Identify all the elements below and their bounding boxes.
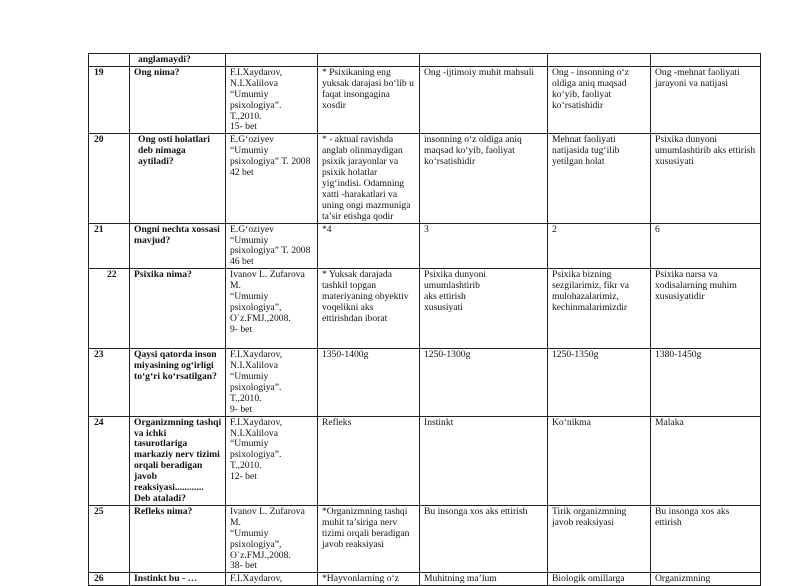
questions-table — [88, 53, 761, 586]
answer-option-2: 3 — [420, 223, 548, 269]
row-number: 26 — [89, 573, 130, 586]
question-text: anglamaydi? — [130, 54, 226, 67]
answer-option-1: *Hayvonlarning o‘z — [318, 573, 420, 586]
answer-option-4: Ong -mehnat faoliyati jarayoni va natijasi — [651, 66, 761, 133]
table-row — [89, 505, 761, 572]
row-number — [89, 54, 130, 67]
source-text: F.I.Xaydarov, N.I.Xalilova “Umumiy psixologiya”. T.,2010. 12- bet — [226, 416, 318, 505]
answer-option-1: * Yuksak darajada tashkil topgan materiyaning obyektiv voqelikni aks ettirishdan iborat — [318, 269, 420, 349]
answer-option-2: Ong -ijtimoiy muhit mahsuli — [420, 66, 548, 133]
question-text: Psixika nima? — [130, 269, 226, 349]
answer-option-2: Psixika dunyoni umumlashtirib aks ettirish xususiyati — [420, 269, 548, 349]
source-text — [226, 54, 318, 67]
answer-option-1: 1350-1400g — [318, 349, 420, 416]
answer-option-2: Instinkt — [420, 416, 548, 505]
source-text: E.G‘oziyev “Umumiy psixologiya” T. 2008 46 bet — [226, 223, 318, 269]
table-row — [89, 66, 761, 133]
row-number: 25 — [89, 505, 130, 572]
answer-option-4: 1380-1450g — [651, 349, 761, 416]
question-text: Instinkt bu - … — [130, 573, 226, 586]
table-row — [89, 416, 761, 505]
table-row — [89, 573, 761, 586]
answer-option-4: Psixika narsa va xodisalarning muhim xususiyatidir — [651, 269, 761, 349]
row-number: 24 — [89, 416, 130, 505]
answer-option-1: * - aktual ravishda anglab olinmaydigan psixik jarayonlar va psixik holatlar yig‘indisi. Odamning xatti -harakatlari va uning ongi mazmuniga ta’sir etishga qodir — [318, 134, 420, 223]
answer-option-1 — [318, 54, 420, 67]
row-number: 19 — [89, 66, 130, 133]
answer-option-3: 2 — [548, 223, 651, 269]
question-text: Ong nima? — [130, 66, 226, 133]
answer-option-1: Refleks — [318, 416, 420, 505]
table-row — [89, 134, 761, 223]
answer-option-2: insonning o‘z oldiga aniq maqsad ko‘yib, faoliyat ko‘rsatishidir — [420, 134, 548, 223]
answer-option-4: Organizmning — [651, 573, 761, 586]
row-number: 20 — [89, 134, 130, 223]
answer-option-2: 1250-1300g — [420, 349, 548, 416]
answer-option-3: Mehnat faoliyati natijasida tug‘ilib yetilgan holat — [548, 134, 651, 223]
answer-option-4: Bu insonga xos aks ettirish — [651, 505, 761, 572]
source-text: E.G‘oziyev “Umumiy psixologiya” T. 2008 42 bet — [226, 134, 318, 223]
answer-option-2 — [420, 54, 548, 67]
question-text: Ong osti holatlari deb nimaga aytiladi? — [130, 134, 226, 223]
answer-option-4: Psixika dunyoni umumlashtirib aks ettirish xususiyati — [651, 134, 761, 223]
table-row — [89, 54, 761, 67]
answer-option-3: 1250-1350g — [548, 349, 651, 416]
answer-option-1: * Psixikaning eng yuksak darajasi bo‘lib u faqat insongagina xosdir — [318, 66, 420, 133]
row-number: 21 — [89, 223, 130, 269]
answer-option-3: Biologik omillarga — [548, 573, 651, 586]
answer-option-2: Muhitning ma’lum — [420, 573, 548, 586]
source-text: Ivanov L. Zufarova M. “Umumiy psixologiya”, O`z.FMJ.,2008. 38- bet — [226, 505, 318, 572]
answer-option-3: Ong - insonning o‘z oldiga aniq maqsad ko‘yib, faoliyat ko‘rsatishidir — [548, 66, 651, 133]
question-text: Refleks nima? — [130, 505, 226, 572]
answer-option-1: *4 — [318, 223, 420, 269]
question-text: Ongni nechta xossasi mavjud? — [130, 223, 226, 269]
answer-option-3: Ko‘nikma — [548, 416, 651, 505]
table-row — [89, 269, 761, 349]
table-row — [89, 349, 761, 416]
answer-option-4: Malaka — [651, 416, 761, 505]
source-text: Ivanov L. Zufarova M. “Umumiy psixologiya”, O`z.FMJ.,2008. 9- bet — [226, 269, 318, 349]
source-text: F.I.Xaydarov, N.I.Xalilova “Umumiy psixologiya”. T.,2010. 15- bet — [226, 66, 318, 133]
source-text: F.I.Xaydarov, — [226, 573, 318, 586]
answer-option-2: Bu insonga xos aks ettirish — [420, 505, 548, 572]
answer-option-4: 6 — [651, 223, 761, 269]
answer-option-3: Psixika bizning sezgilarimiz, fikr va mulohazalarimiz, kechinmalarimizdir — [548, 269, 651, 349]
question-text: Organizmning tashqi va ichki tasurotlariga markaziy nerv tizimi orqali beradigan javob reaksiyasi............ Deb ataladi? — [130, 416, 226, 505]
row-number: 22 — [89, 269, 130, 349]
table-row — [89, 223, 761, 269]
answer-option-3 — [548, 54, 651, 67]
source-text: F.I.Xaydarov, N.I.Xalilova “Umumiy psixologiya”. T.,2010. 9- bet — [226, 349, 318, 416]
question-text: Qaysi qatorda inson miyasining og‘irligi to‘g‘ri ko‘rsatilgan? — [130, 349, 226, 416]
answer-option-4 — [651, 54, 761, 67]
answer-option-3: Tirik organizmning javob reaksiyasi — [548, 505, 651, 572]
row-number: 23 — [89, 349, 130, 416]
answer-option-1: *Organizmning tashqi muhit ta’siriga nerv tizimi orqali beradigan javob reaksiyasi — [318, 505, 420, 572]
